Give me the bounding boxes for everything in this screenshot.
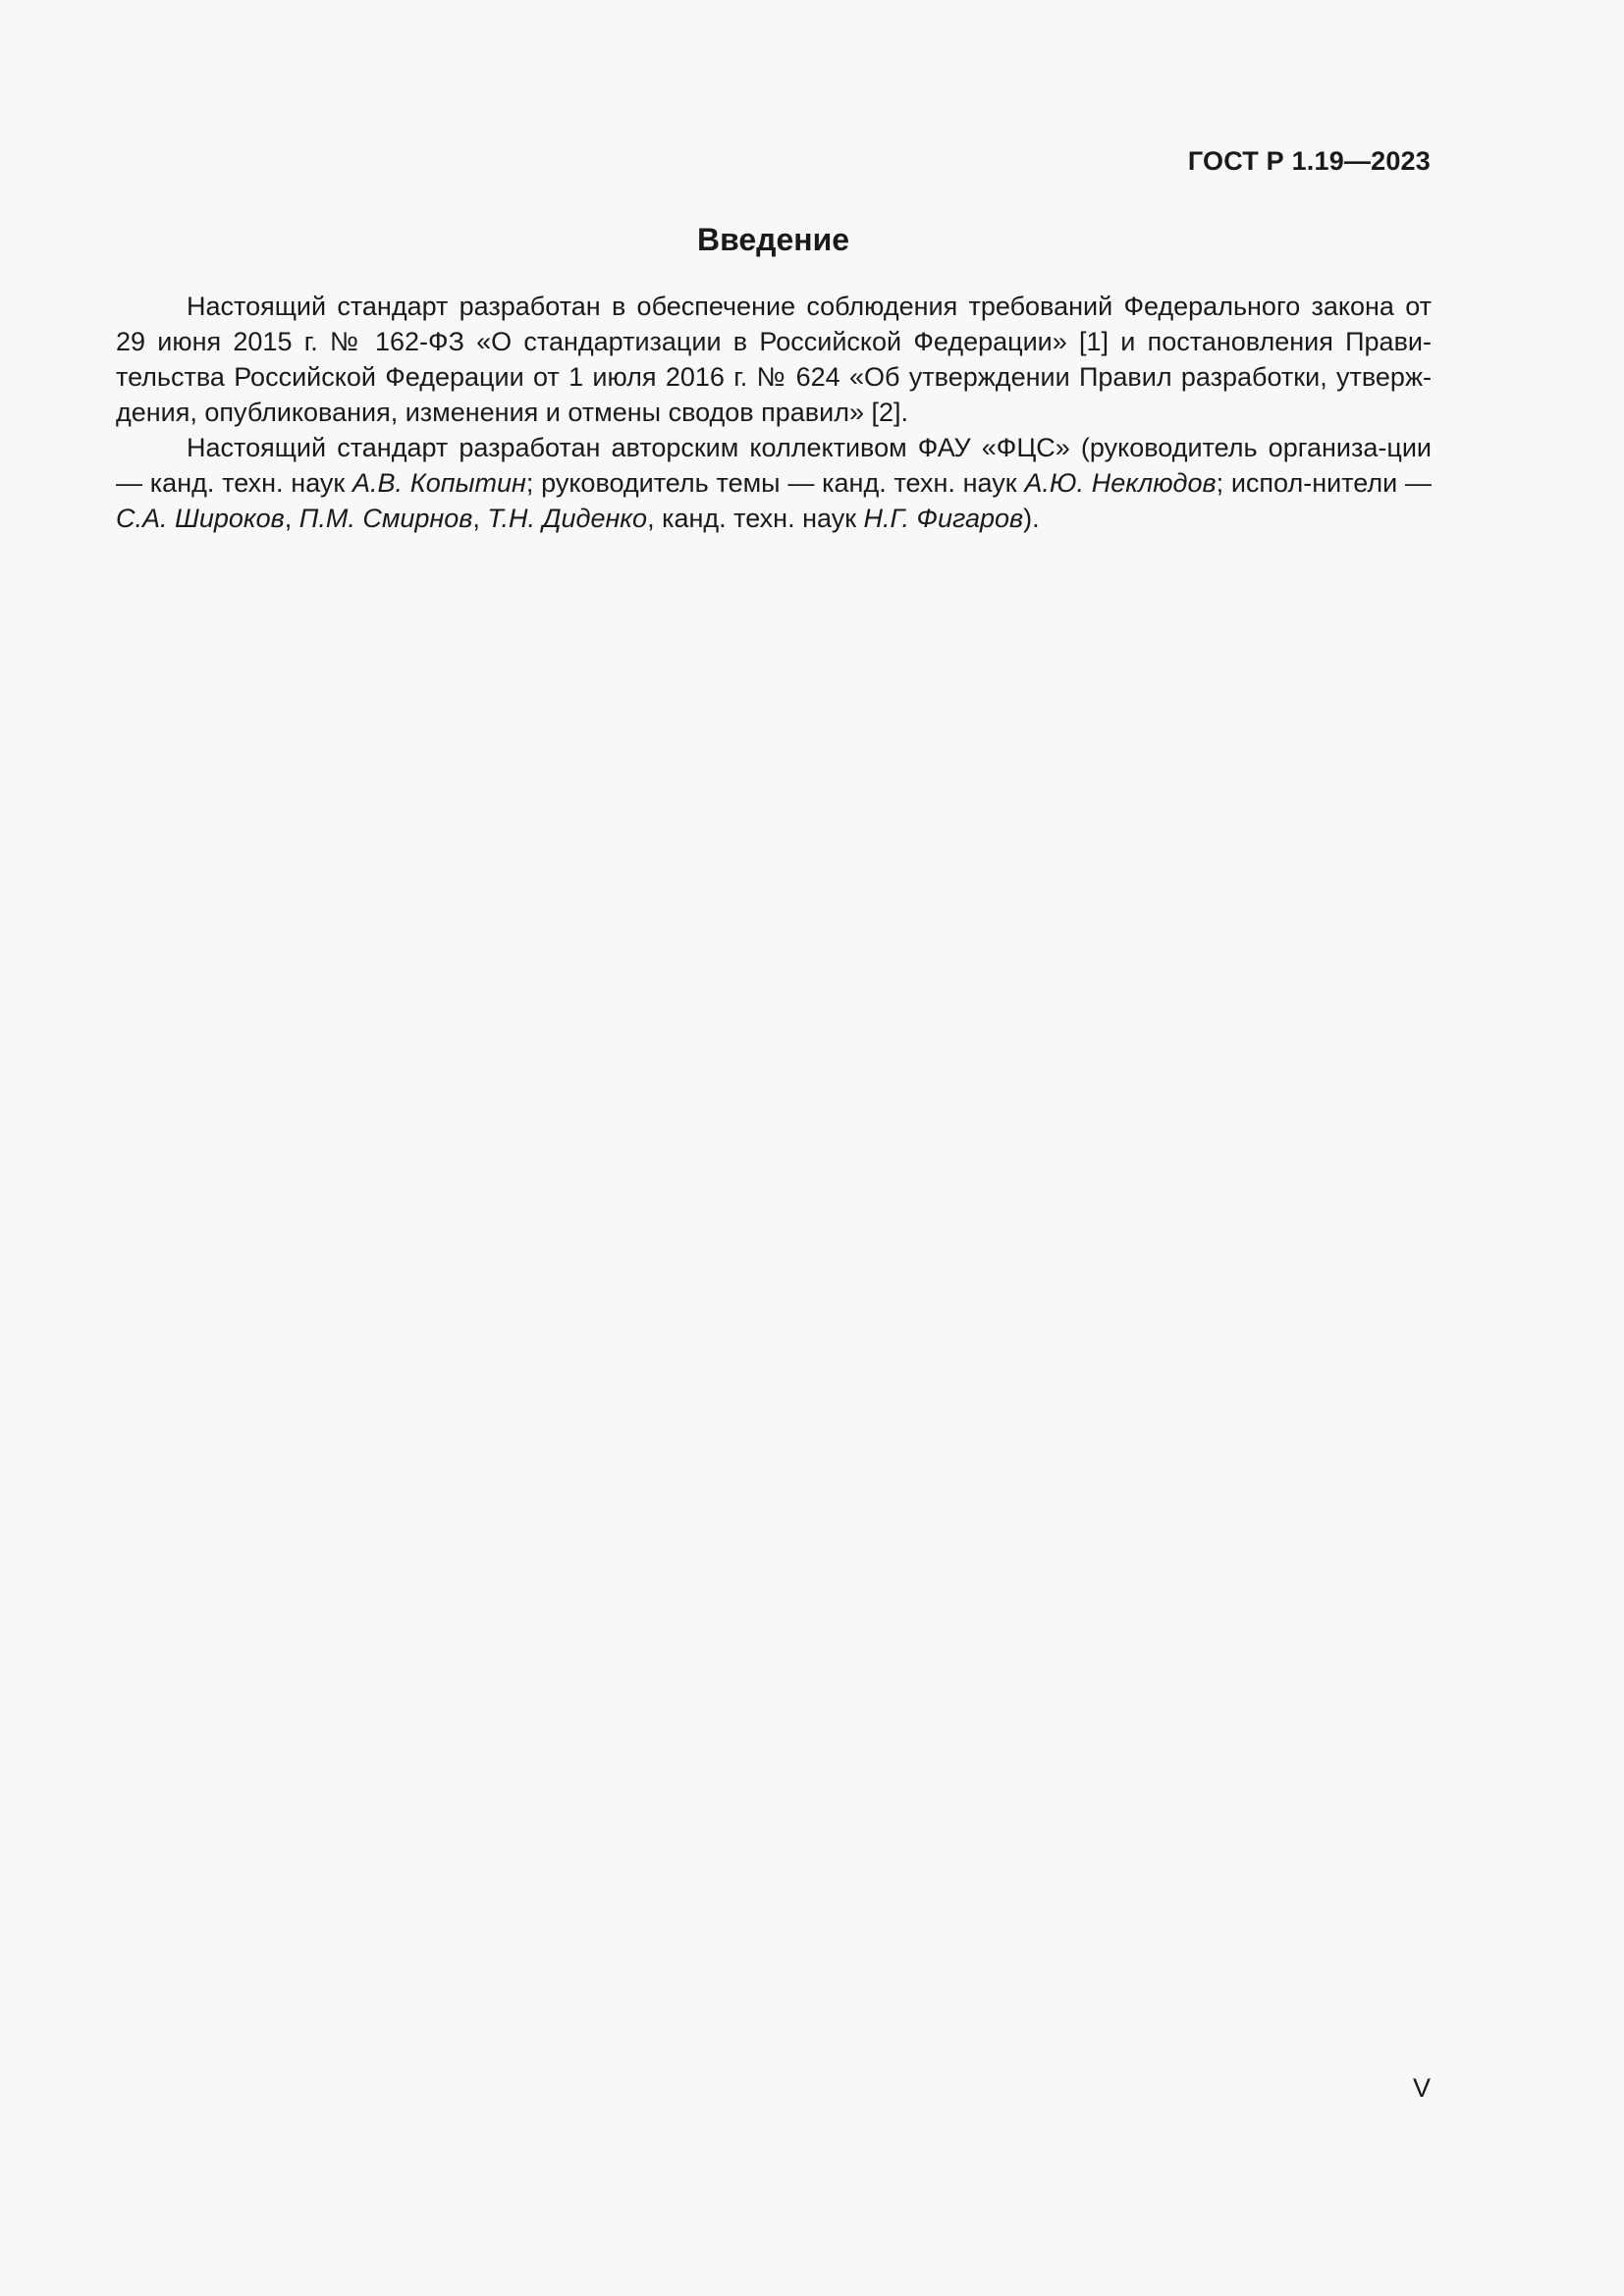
author-name: А.Ю. Неклюдов: [1024, 468, 1217, 498]
paragraph-purpose: [116, 289, 1432, 430]
paragraph-text: , канд. техн. наук: [647, 504, 864, 533]
paragraph-line: тельства Российской Федерации от 1 июля 2016 г. № 624 «Об утверждении Правил разработки, утверж-: [116, 362, 1432, 392]
document-code: ГОСТ Р 1.19—2023: [1187, 146, 1431, 176]
author-name: С.А. Широков: [116, 504, 285, 533]
paragraph-text: ).: [1023, 504, 1040, 533]
separator: ,: [284, 504, 299, 533]
author-name: П.М. Смирнов: [298, 504, 473, 533]
author-name: Т.Н. Диденко: [487, 504, 648, 533]
paragraph-line: Настоящий стандарт разработан в обеспечение соблюдения требований Федерального закона от: [187, 292, 1432, 321]
paragraph-line: 29 июня 2015 г. № 162-ФЗ «О стандартизации в Российской Федерации» [1] и постановления Прави-: [116, 327, 1432, 356]
paragraph-text: ; руководитель темы — канд. техн. наук: [525, 468, 1025, 498]
author-name: А.В. Копытин: [352, 468, 526, 498]
separator: ,: [472, 504, 488, 533]
paragraph-text: ции — канд. техн. наук: [116, 433, 1432, 498]
body-text: [116, 289, 1432, 536]
paragraph-text: нители —: [1312, 468, 1433, 498]
author-name: Н.Г. Фигаров: [863, 504, 1024, 533]
paragraph-text: ; испол-: [1216, 468, 1313, 498]
section-title: Введение: [696, 222, 850, 257]
paragraph-authors: [116, 430, 1432, 536]
page-number: V: [1412, 2073, 1431, 2103]
paragraph-line: Настоящий стандарт разработан авторским коллективом ФАУ «ФЦС» (руководитель организа-: [187, 433, 1387, 462]
paragraph-line: дения, опубликования, изменения и отмены сводов правил» [2].: [116, 398, 909, 427]
